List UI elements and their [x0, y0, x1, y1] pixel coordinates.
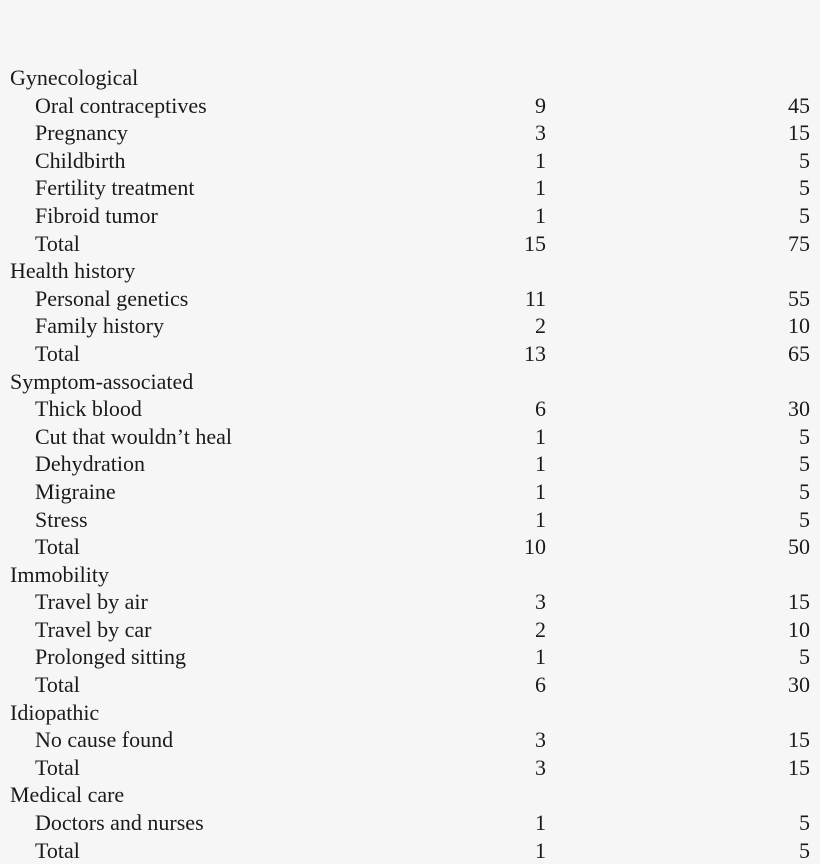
category-row	[0, 257, 820, 285]
risk-factor-table	[0, 64, 820, 864]
table-row	[0, 506, 820, 534]
row-label: Doctors and nurses	[35, 810, 204, 836]
percent-cell: 5	[799, 202, 810, 228]
row-label: Total	[35, 230, 80, 256]
percent-cell: 5	[799, 506, 810, 532]
count-cell: 1	[535, 175, 546, 201]
total-row	[0, 533, 820, 561]
table-row	[0, 174, 820, 202]
count-cell: 3	[535, 589, 546, 615]
row-label: Migraine	[35, 478, 116, 504]
count-cell: 1	[535, 423, 546, 449]
row-label: Total	[35, 340, 80, 366]
percent-cell: 30	[788, 396, 810, 422]
percent-cell: 50	[788, 534, 810, 560]
percent-cell: 15	[788, 754, 810, 780]
percent-cell: 15	[788, 120, 810, 146]
row-label: Fibroid tumor	[35, 202, 158, 228]
percent-cell: 30	[788, 672, 810, 698]
category-label: Immobility	[10, 561, 109, 587]
count-cell: 6	[535, 672, 546, 698]
percent-cell: 65	[788, 340, 810, 366]
row-label: Pregnancy	[35, 120, 128, 146]
count-cell: 1	[535, 837, 546, 863]
table-row	[0, 119, 820, 147]
category-label: Symptom-associated	[10, 368, 194, 394]
count-cell: 1	[535, 478, 546, 504]
row-label: Total	[35, 534, 80, 560]
percent-cell: 5	[799, 175, 810, 201]
row-label: Oral contraceptives	[35, 92, 207, 118]
category-label: Idiopathic	[10, 699, 100, 725]
percent-cell: 5	[799, 644, 810, 670]
count-cell: 2	[535, 313, 546, 339]
percent-cell: 55	[788, 285, 810, 311]
table-row	[0, 478, 820, 506]
row-label: Thick blood	[35, 396, 142, 422]
total-row	[0, 754, 820, 782]
table-row	[0, 202, 820, 230]
table-row	[0, 285, 820, 313]
percent-cell: 5	[799, 810, 810, 836]
table-row	[0, 450, 820, 478]
count-cell: 3	[535, 120, 546, 146]
count-cell: 11	[524, 285, 546, 311]
count-cell: 1	[535, 506, 546, 532]
table-row	[0, 312, 820, 340]
count-cell: 1	[535, 202, 546, 228]
percent-cell: 5	[799, 451, 810, 477]
category-label: Medical care	[10, 782, 125, 808]
count-cell: 9	[535, 92, 546, 118]
percent-cell: 5	[799, 147, 810, 173]
row-label: Family history	[35, 313, 164, 339]
count-cell: 2	[535, 616, 546, 642]
percent-cell: 15	[788, 589, 810, 615]
row-label: Stress	[35, 506, 88, 532]
total-row	[0, 671, 820, 699]
count-cell: 1	[535, 451, 546, 477]
category-label: Health history	[10, 258, 136, 284]
row-label: Travel by air	[35, 589, 148, 615]
count-cell: 1	[535, 644, 546, 670]
table-row	[0, 423, 820, 451]
count-cell: 3	[535, 754, 546, 780]
table-row	[0, 147, 820, 175]
table-row	[0, 395, 820, 423]
percent-cell: 5	[799, 837, 810, 863]
category-row	[0, 699, 820, 727]
category-row	[0, 781, 820, 809]
table-row	[0, 92, 820, 120]
row-label: Fertility treatment	[35, 175, 195, 201]
percent-cell: 5	[799, 423, 810, 449]
percent-cell: 10	[788, 313, 810, 339]
count-cell: 3	[535, 727, 546, 753]
row-label: Personal genetics	[35, 285, 189, 311]
percent-cell: 75	[788, 230, 810, 256]
row-label: No cause found	[35, 727, 174, 753]
row-label: Total	[35, 754, 80, 780]
table-row	[0, 588, 820, 616]
category-label: Gynecological	[10, 65, 139, 90]
row-label: Cut that wouldn’t heal	[35, 423, 232, 449]
row-label: Dehydration	[35, 451, 145, 477]
percent-cell: 5	[799, 478, 810, 504]
count-cell: 10	[524, 534, 546, 560]
count-cell: 1	[535, 147, 546, 173]
count-cell: 13	[524, 340, 546, 366]
count-cell: 1	[535, 810, 546, 836]
row-label: Travel by car	[35, 616, 152, 642]
row-label: Childbirth	[35, 147, 126, 173]
category-row	[0, 64, 820, 92]
table-row	[0, 726, 820, 754]
row-label: Total	[35, 672, 80, 698]
count-cell: 15	[524, 230, 546, 256]
table-row	[0, 643, 820, 671]
row-label: Prolonged sitting	[35, 644, 186, 670]
category-row	[0, 561, 820, 589]
total-row	[0, 230, 820, 258]
count-cell: 6	[535, 396, 546, 422]
table-row	[0, 616, 820, 644]
percent-cell: 45	[788, 92, 810, 118]
total-row	[0, 340, 820, 368]
table-row	[0, 809, 820, 837]
percent-cell: 15	[788, 727, 810, 753]
percent-cell: 10	[788, 616, 810, 642]
row-label: Total	[35, 837, 80, 863]
category-row	[0, 368, 820, 396]
